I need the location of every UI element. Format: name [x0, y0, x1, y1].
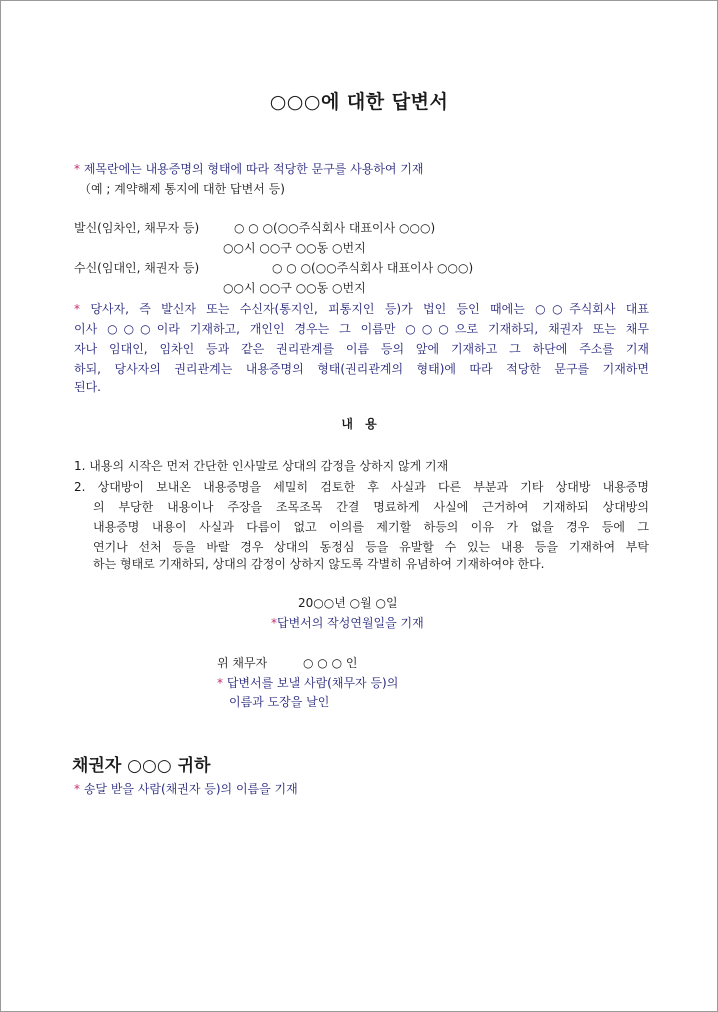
- sender-address: ○○시 ○○구 ○○동 ○번지: [223, 241, 366, 255]
- date-note: *답변서의 작성연월일을 기재: [271, 616, 424, 630]
- sender-label: 발신(임차인, 채무자 등): [74, 221, 200, 235]
- note-marker: *: [217, 676, 223, 690]
- content-item-2-line: 하는 형태로 기재하되, 상대의 감정이 상하지 않도록 각별히 유념하여 기재하여야 한다.: [93, 557, 545, 571]
- document-title: ○○○에 대한 답변서: [269, 91, 449, 113]
- note-marker: *: [74, 782, 80, 796]
- sender-name: ○ ○ ○(○○주식회사 대표이사 ○○○): [234, 221, 436, 235]
- content-heading: 내 용: [341, 417, 377, 431]
- party-note-line: 하되, 당사자의 권리관계는 내용증명의 형태(권리관계의 형태)에 따라 적당한 문구를 기재하면: [74, 362, 649, 375]
- addressee: 채권자 ○○○ 귀하: [72, 756, 211, 776]
- debtor-name: ○ ○ ○ 인: [303, 656, 358, 670]
- addressee-note: * 송달 받을 사람(채권자 등)의 이름을 기재: [74, 782, 298, 796]
- debtor-note: * 답변서를 보낼 사람(채무자 등)의: [217, 676, 399, 690]
- content-item-1: 1. 내용의 시작은 먼저 간단한 인사말로 상대의 감정을 상하지 않게 기재: [74, 459, 449, 473]
- receiver-label: 수신(임대인, 채권자 등): [74, 261, 200, 275]
- content-item-2-line: 의 부당한 내용이나 주장을 조목조목 간결 명료하게 사실에 근거하여 기재하되 상대방의: [93, 500, 649, 513]
- receiver-address: ○○시 ○○구 ○○동 ○번지: [223, 281, 366, 295]
- content-item-2-line: 2. 상대방이 보내온 내용증명을 세밀히 검토한 후 사실과 다른 부분과 기타 상대방 내용증명: [74, 480, 649, 493]
- note-marker: *: [271, 616, 277, 630]
- party-note-line: 된다.: [74, 380, 101, 394]
- note-marker: *: [74, 162, 80, 176]
- document-date: 20○○년 ○월 ○일: [298, 596, 398, 610]
- party-note-line: 자나 임대인, 임차인 등과 같은 권리관계를 이름 등의 앞에 기재하고 그 하단에 주소를 기재: [74, 342, 649, 355]
- title-note-example: （예 ; 계약해제 통지에 대한 답변서 등): [79, 182, 285, 196]
- debtor-note-line-2: 이름과 도장을 날인: [229, 695, 330, 709]
- title-note: * 제목란에는 내용증명의 형태에 따라 적당한 문구를 사용하여 기재: [74, 162, 424, 176]
- content-item-2-line: 내용증명 내용이 사실과 다름이 없고 이의를 제기할 하등의 이유 가 없을 경우 등에 그: [93, 520, 649, 533]
- content-item-2-line: 연기나 선처 등을 바랄 경우 상대의 동정심 등을 유발할 수 있는 내용 등을 기재하여 부탁: [93, 540, 649, 553]
- party-note-line: * 당사자, 즉 발신자 또는 수신자(통지인, 피통지인 등)가 법인 등인 때에는 ○○주식회사 대표: [74, 302, 649, 315]
- note-marker: *: [74, 302, 80, 315]
- receiver-name: ○ ○ ○(○○주식회사 대표이사 ○○○): [272, 261, 474, 275]
- debtor-label: 위 채무자: [217, 656, 268, 670]
- party-note-line: 이사 ○○○이라 기재하고, 개인인 경우는 그 이름만 ○○○으로 기재하되, 채권자 또는 채무: [74, 322, 649, 335]
